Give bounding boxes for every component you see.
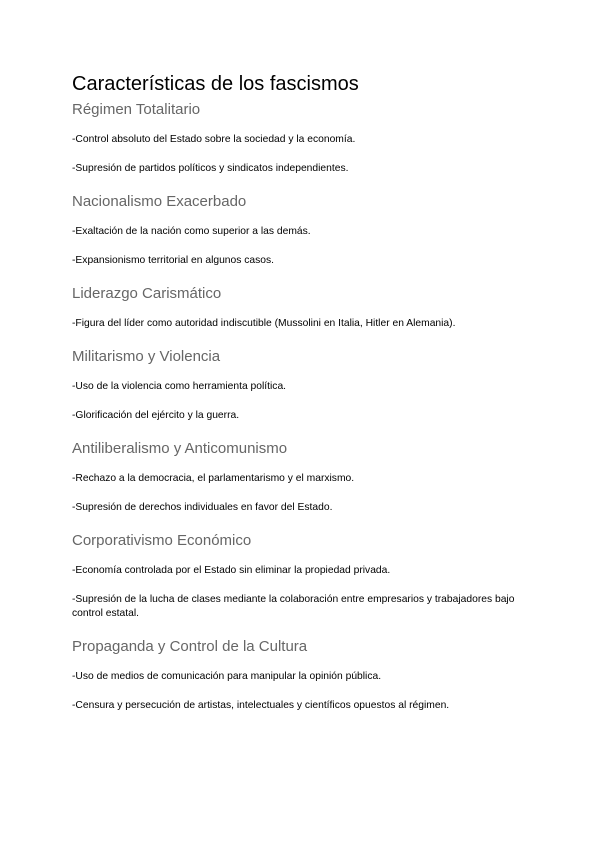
section-heading-propaganda-cultura: Propaganda y Control de la Cultura — [72, 638, 308, 655]
paragraph: -Exaltación de la nación como superior a las demás. — [72, 226, 311, 237]
section-heading-militarismo-violencia: Militarismo y Violencia — [72, 348, 221, 365]
section-heading-nacionalismo-exacerbado: Nacionalismo Exacerbado — [72, 193, 247, 210]
paragraph: -Glorificación del ejército y la guerra. — [72, 410, 240, 421]
section-heading-antiliberalismo-anticomunismo: Antiliberalismo y Anticomunismo — [72, 440, 288, 457]
paragraph: -Figura del líder como autoridad indiscutible (Mussolini en Italia, Hitler en Alemania). — [72, 318, 456, 329]
paragraph: -Supresión de derechos individuales en favor del Estado. — [72, 502, 333, 513]
section-heading-liderazgo-carismatico: Liderazgo Carismático — [72, 285, 222, 302]
paragraph: -Rechazo a la democracia, el parlamentarismo y el marxismo. — [72, 473, 355, 484]
paragraph: -Uso de medios de comunicación para manipular la opinión pública. — [72, 671, 382, 682]
paragraph: -Supresión de la lucha de clases mediante la colaboración entre empresarios y trabajadores bajo control estatal. — [72, 594, 515, 619]
paragraph: -Uso de la violencia como herramienta política. — [72, 381, 287, 392]
paragraph: -Censura y persecución de artistas, intelectuales y científicos opuestos al régimen. — [72, 700, 450, 711]
paragraph: -Economía controlada por el Estado sin eliminar la propiedad privada. — [72, 565, 391, 576]
document-page — [72, 72, 542, 713]
paragraph: -Control absoluto del Estado sobre la sociedad y la economía. — [72, 134, 356, 145]
paragraph: -Expansionismo territorial en algunos casos. — [72, 255, 275, 266]
section-heading-regimen-totalitario: Régimen Totalitario — [72, 101, 201, 118]
paragraph: -Supresión de partidos políticos y sindicatos independientes. — [72, 163, 349, 174]
section-heading-corporativismo-economico: Corporativismo Económico — [72, 532, 252, 549]
document-title: Características de los fascismos — [72, 73, 359, 95]
